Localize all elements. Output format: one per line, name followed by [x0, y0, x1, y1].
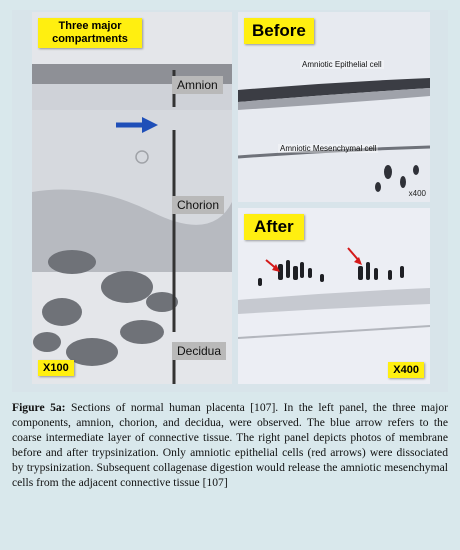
after-micrograph: [238, 208, 430, 384]
label-decidua: Decidua: [172, 342, 226, 360]
mesenchymal-cell-annotation: Amniotic Mesenchymal cell: [280, 144, 377, 153]
left-magnification: X100: [38, 360, 74, 376]
before-label: Before: [244, 18, 314, 44]
caption-text: Sections of normal human placenta [107]. In the left panel, the three major components, amnion, chorion, and decidua, were observed. The blue arrow refers to the coarse intermediate layer of connective tissue. The right panel depicts photos of membrane before and after trypsinization. Only amniotic epithelial cells (red arrows) were dissociated by trypsinization. Subsequent collagenase digestion would release the amniotic mesenchymal cells from the adjacent connective tissue [107]: [12, 401, 449, 489]
before-micrograph: [238, 12, 430, 202]
after-label: After: [244, 214, 304, 240]
label-amnion: Amnion: [172, 76, 223, 94]
compartments-header: Three major compartments: [38, 18, 142, 48]
caption-label: Figure 5a:: [12, 401, 66, 414]
after-magnification: X400: [388, 362, 424, 378]
label-chorion: Chorion: [172, 196, 224, 214]
epithelial-cell-annotation: Amniotic Epithelial cell: [302, 60, 382, 69]
before-magnification: x400: [408, 189, 426, 198]
left-micrograph: [32, 12, 232, 384]
figure-caption: [12, 400, 448, 490]
figure-image: [12, 10, 448, 392]
